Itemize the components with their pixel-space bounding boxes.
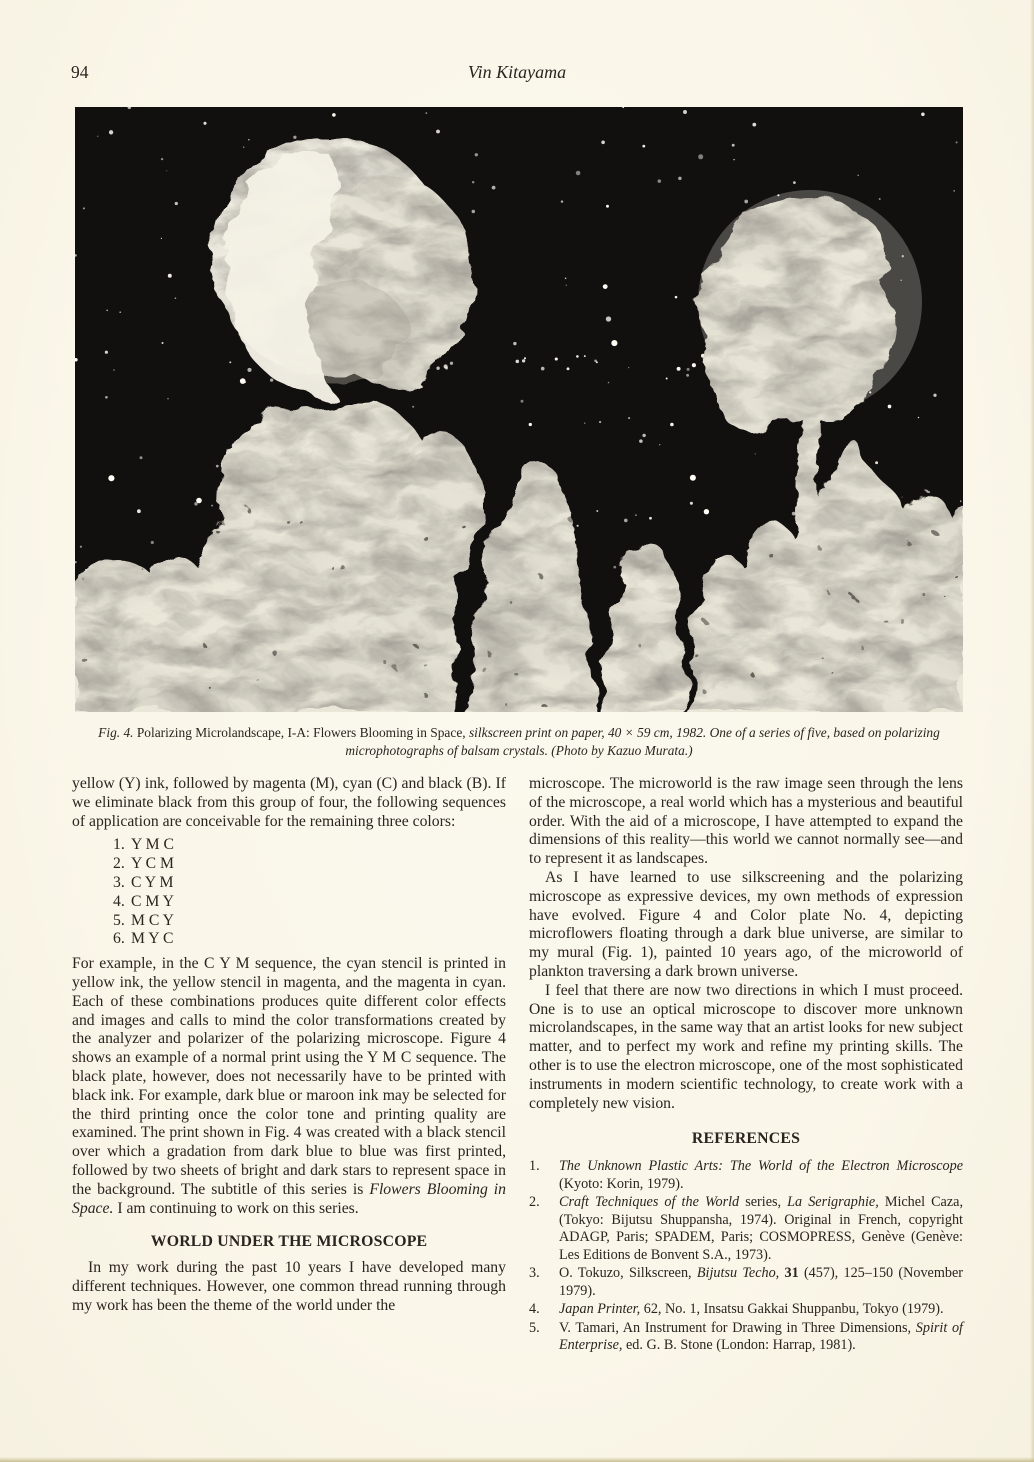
body-paragraph: microscope. The microworld is the raw image seen through the lens of the microscope, a real world which has a mysterious and beautiful order. With the aid of a microscope, I have attempted to expand the dimensions of this reality—this world we cannot normally see—and to represent it as landscapes. [529,775,963,868]
reference-number: 5. [529,1319,540,1336]
list-item-number: 5. [113,911,125,929]
figure-image [75,107,963,712]
body-paragraph: For example, in the C Y M sequence, the cyan stencil is printed in yellow ink, the yellow stencil in magenta, and the magenta in cyan. Each of these combinations produces quite different color effects and images and calls to mind the color transformations created by the analyzer and polarizer of the polarizing microscope. Figure 4 shows an example of a normal print using the Y M C sequence. The black plate, however, does not necessarily have to be printed with black ink. For example, dark blue or maroon ink may be selected for the third printing once the color tone and printing quality are examined. The print shown in Fig. 4 was created with a black stencil over which a gradation from dark blue to blue was first printed, followed by two sheets of bright and dark stars to represent space in the background. The subtitle of this series is Flowers Blooming in Space. I am continuing to work on this series. [72,955,506,1217]
reference-item [529,1320,963,1355]
list-item-number: 2. [113,855,125,873]
reference-text: The Unknown Plastic Arts: The World of the Electron Microscope (Kyoto: Korin, 1979). [559,1158,963,1192]
list-item [113,912,506,931]
list-item [113,893,506,912]
reference-item [529,1265,963,1300]
reference-number: 4. [529,1301,540,1318]
figure-caption: Fig. 4. Polarizing Microlandscape, I-A: Flowers Blooming in Space, silkscreen print on paper, 40 × 59 cm, 1982. One of a series of five, based on polarizing microphotographs of balsam crystals. (Photo by Kazuo Murata.) [98,725,940,759]
list-item [113,855,506,874]
list-item [113,930,506,949]
reference-number: 2. [529,1194,540,1211]
list-item-number: 6. [113,930,125,948]
sequence-list [113,836,506,949]
body-paragraph: In my work during the past 10 years I have developed many different techniques. However, one common thread running through my work has been the theme of the world under the [72,1259,506,1314]
list-item-value: C M Y [131,892,175,910]
reference-item [529,1301,963,1319]
list-item-value: Y M C [131,836,175,854]
list-item-number: 4. [113,892,125,910]
right-column [529,775,963,1356]
list-item-value: C Y M [131,873,174,891]
list-item [113,874,506,893]
reference-text: Craft Techniques of the World series, La Serigraphie, Michel Caza, (Tokyo: Bijutsu Shuppansha, 1974). Original in French, copyright ADAGP, Paris; SPADEM, Paris; COSMOPRESS, Genève (Genève: Les Editions de Bonvent S.A., 1973). [559,1194,963,1263]
reference-text: V. Tamari, An Instrument for Drawing in Three Dimensions, Spirit of Enterprise, ed. G. B. Stone (London: Harrap, 1981). [559,1319,963,1354]
references-list [529,1158,963,1355]
reference-item [529,1194,963,1264]
list-item-value: M C Y [131,911,175,929]
list-item-number: 1. [113,836,125,854]
reference-number: 1. [529,1158,540,1175]
body-paragraph: yellow (Y) ink, followed by magenta (M), cyan (C) and black (B). If we eliminate black from this group of four, the following sequences of application are conceivable for the remaining three colors: [72,775,506,830]
left-column [72,775,506,1316]
list-item-value: Y C M [131,855,175,873]
reference-number: 3. [529,1265,540,1282]
section-heading: WORLD UNDER THE MICROSCOPE [150,1233,428,1251]
body-paragraph: As I have learned to use silkscreening and the polarizing microscope as expressive devices, my own methods of expression have evolved. Figure 4 and Color plate No. 4, depicting microflowers floating through a dark blue universe, are similar to my mural (Fig. 1), painted 10 years ago, of the microworld of plankton traversing a dark brown universe. [529,868,963,980]
body-paragraph: I feel that there are now two directions in which I must proceed. One is to use an optical microscope to discover more unknown microlandscapes, in the same way that an artist looks for new subject matter, and to perfect my work and refine my printing skills. The other is to use the electron microscope, one of the most sophisticated instruments in modern scientific technology, to create work with a completely new vision. [529,981,963,1112]
reference-text: Japan Printer, 62, No. 1, Insatsu Gakkai Shuppanbu, Tokyo (1979). [559,1301,944,1318]
running-head: Vin Kitayama [467,62,567,82]
page-number: 94 [71,62,89,82]
list-item-number: 3. [113,873,125,891]
list-item-value: M Y C [131,930,174,948]
microlandscape-photo [75,107,963,712]
references-heading: REFERENCES [691,1130,801,1148]
reference-item [529,1158,963,1193]
list-item [113,836,506,855]
reference-text: O. Tokuzo, Silkscreen, Bijutsu Techo, 31 (457), 125–150 (November 1979). [559,1265,964,1299]
